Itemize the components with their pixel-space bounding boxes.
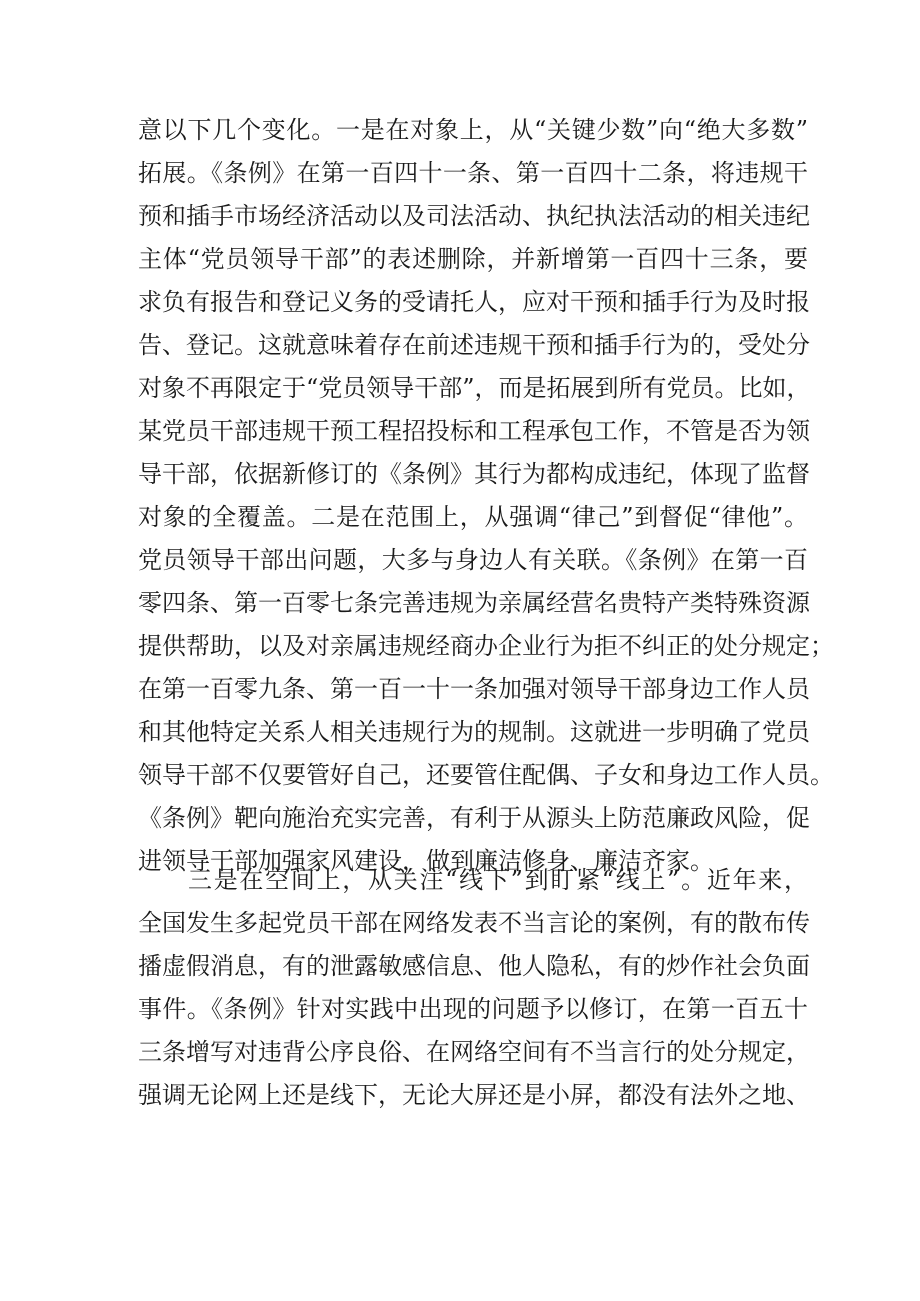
text-line: 三条增写对违背公序良俗、在网络空间有不当言行的处分规定， <box>138 1038 810 1066</box>
text-line: 强调无论网上还是线下，无论大屏还是小屏，都没有法外之地、 <box>138 1081 810 1109</box>
text-line: 零四条、第一百零七条完善违规为亲属经营名贵特产类特殊资源 <box>138 589 810 617</box>
text-line: 党员领导干部出问题，大多与身边人有关联。《条例》在第一百 <box>138 546 808 574</box>
text-line: 播虚假消息，有的泄露敏感信息、他人隐私，有的炒作社会负面 <box>138 952 810 980</box>
text-line: 和其他特定关系人相关违规行为的规制。这就进一步明确了党员 <box>138 718 810 746</box>
text-line: 提供帮助，以及对亲属违规经商办企业行为拒不纠正的处分规定； <box>138 632 834 660</box>
text-line: 意以下几个变化。一是在对象上，从“关键少数”向“绝大多数” <box>138 116 808 144</box>
text-line: 导干部，依据新修订的《条例》其行为都构成违纪，体现了监督 <box>138 460 810 488</box>
text-line: 《条例》靶向施治充实完善，有利于从源头上防范廉政风险，促 <box>138 804 810 832</box>
text-line: 在第一百零九条、第一百一十一条加强对领导干部身边工作人员 <box>138 675 810 703</box>
text-line: 某党员干部违规干预工程招投标和工程承包工作，不管是否为领 <box>138 417 810 445</box>
text-line: 拓展。《条例》在第一百四十一条、第一百四十二条，将违规干 <box>138 159 808 187</box>
paragraph-1 <box>138 109 834 883</box>
text-line: 领导干部不仅要管好自己，还要管住配偶、子女和身边工作人员。 <box>138 761 834 789</box>
text-line: 事件。《条例》针对实践中出现的问题予以修订，在第一百五十 <box>138 995 808 1023</box>
text-line: 求负有报告和登记义务的受请托人，应对干预和插手行为及时报 <box>138 288 810 316</box>
text-line: 告、登记。这就意味着存在前述违规干预和插手行为的，受处分 <box>138 331 810 359</box>
text-line: 进领导干部加强家风建设，做到廉洁修身、廉洁齐家。 <box>138 847 714 875</box>
paragraph-2 <box>138 859 808 1117</box>
text-line: 预和插手市场经济活动以及司法活动、执纪执法活动的相关违纪 <box>138 202 810 230</box>
text-line: 主体“党员领导干部”的表述删除，并新增第一百四十三条，要 <box>138 245 808 273</box>
text-line: 对象不再限定于“党员领导干部”，而是拓展到所有党员。比如， <box>138 374 811 402</box>
text-line: 三是在空间上，从关注“线下”到盯紧“线上”。近年来， <box>188 866 808 894</box>
text-line: 对象的全覆盖。二是在范围上，从强调“律己”到督促“律他”。 <box>138 503 808 531</box>
text-line: 全国发生多起党员干部在网络发表不当言论的案例，有的散布传 <box>138 909 810 937</box>
